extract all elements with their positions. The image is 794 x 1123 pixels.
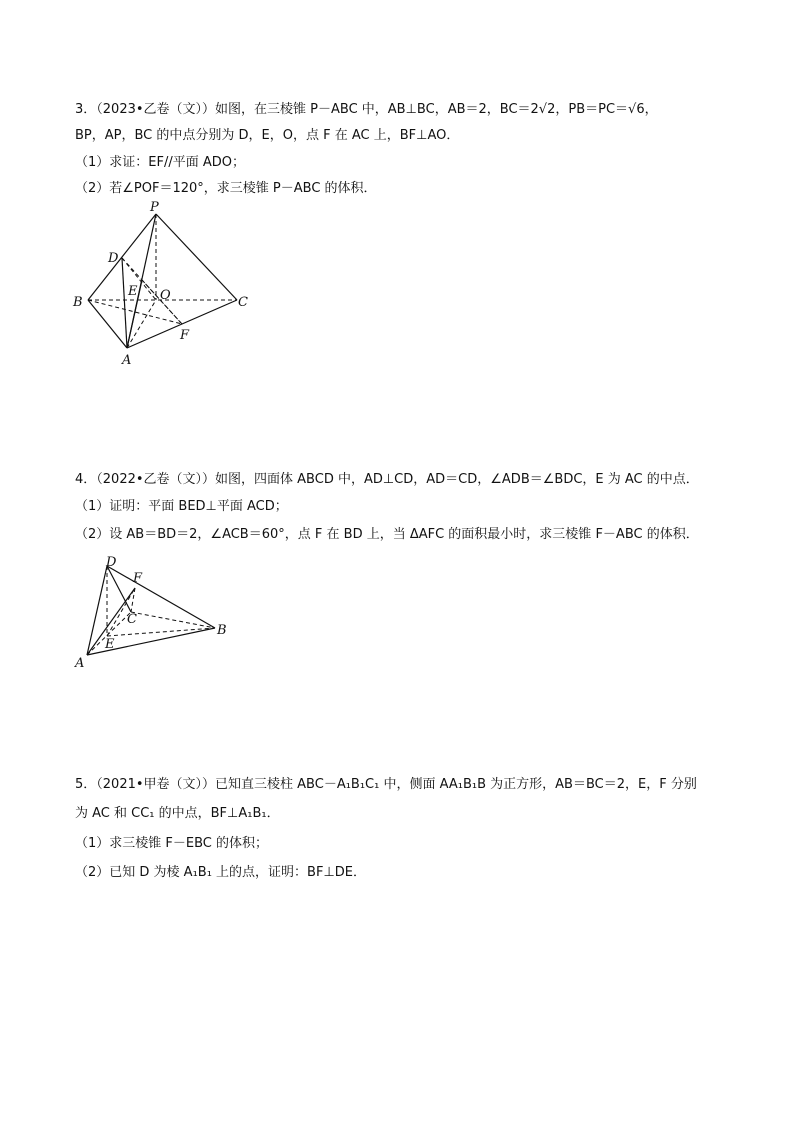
label-F: F (133, 571, 143, 586)
label-C: C (238, 295, 248, 310)
problem-4-part-2: （2）设 AB＝BD＝2，∠ACB＝60°，点 F 在 BD 上，当 ΔAFC 的面积最小时，求三棱锥 F－ABC 的体积． (75, 527, 699, 542)
problem-5-line-1: 5．（2021•甲卷（文））已知直三棱柱 ABC－A₁B₁C₁ 中，侧面 AA₁B₁B 为正方形，AB＝BC＝2，E，F 分别 (75, 777, 697, 792)
label-C: C (127, 612, 137, 627)
problem-4-part-1: （1）证明：平面 BED⊥平面 ACD； (75, 499, 288, 514)
problem-3-line-1: 3．（2023•乙卷（文））如图，在三棱锥 P－ABC 中，AB⊥BC，AB＝2，BC＝2√2，PB＝PC＝√6， (75, 102, 658, 117)
label-E: E (105, 637, 115, 652)
problem-4-line-1: 4．（2022•乙卷（文））如图，四面体 ABCD 中，AD⊥CD，AD＝CD，∠ADB＝∠BDC，E 为 AC 的中点． (75, 472, 699, 487)
label-A: A (75, 656, 85, 671)
label-F: F (180, 328, 190, 343)
problem-3-line-2: BP，AP，BC 的中点分别为 D，E，O，点 F 在 AC 上，BF⊥AO． (75, 128, 460, 143)
problem-3-figure (70, 200, 260, 370)
label-P: P (150, 200, 159, 215)
label-D: D (106, 555, 117, 570)
problem-4-figure (70, 552, 240, 672)
label-E: E (128, 284, 138, 299)
label-A: A (122, 353, 132, 368)
label-O: O (160, 288, 171, 303)
problem-3-part-2: （2）若∠POF＝120°，求三棱锥 P－ABC 的体积． (75, 181, 377, 196)
problem-5-part-1: （1）求三棱锥 F－EBC 的体积； (75, 836, 268, 851)
label-B: B (73, 295, 83, 310)
problem-5-line-2: 为 AC 和 CC₁ 的中点，BF⊥A₁B₁． (75, 806, 280, 821)
label-D: D (108, 251, 119, 266)
problem-5-part-2: （2）已知 D 为棱 A₁B₁ 上的点，证明：BF⊥DE． (75, 865, 366, 880)
problem-3-part-1: （1）求证：EF//平面 ADO； (75, 155, 245, 170)
label-B: B (217, 623, 227, 638)
